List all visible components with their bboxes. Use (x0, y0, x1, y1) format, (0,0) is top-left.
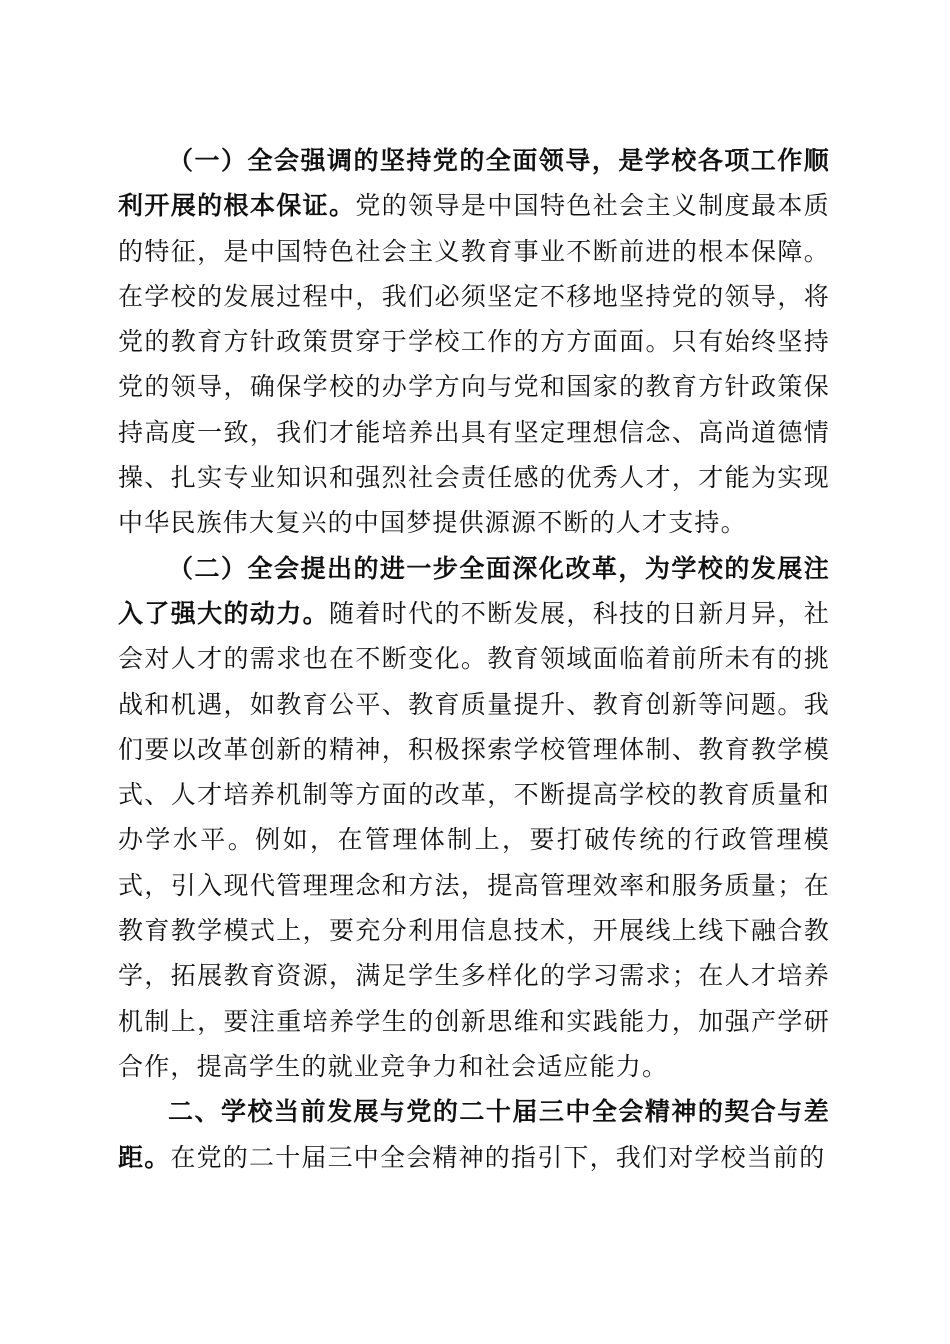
paragraph-2 (118, 546, 830, 1090)
paragraph-1-body: 党的领导是中国特色社会主义制度最本质的特征，是中国特色社会主义教育事业不断前进的根本保障。在学校的发展过程中，我们必须坚定不移地坚持党的领导，将党的教育方针政策贯穿于学校工作的方方面面。只有始终坚持党的领导，确保学校的办学方向与党和国家的教育方针政策保持高度一致，我们才能培养出具有坚定理想信念、高尚道德情操、扎实专业知识和强烈社会责任感的优秀人才，才能为实现中华民族伟大复兴的中国梦提供源源不断的人才支持。 (118, 191, 830, 538)
section-heading: 二、学校当前发展与党的二十届三中全会精神的契合与差距。 (118, 1097, 830, 1172)
paragraph-2-body: 随着时代的不断发展，科技的日新月异，社会对人才的需求也在不断变化。教育领域面临着前所未有的挑战和机遇，如教育公平、教育质量提升、教育创新等问题。我们要以改革创新的精神，积极探索学校管理体制、教育教学模式、人才培养机制等方面的改革，不断提高学校的教育质量和办学水平。例如，在管理体制上，要打破传统的行政管理模式，引入现代管理理念和方法，提高管理效率和服务质量；在教育教学模式上，要充分利用信息技术，开展线上线下融合教学，拓展教育资源，满足学生多样化的学习需求；在人才培养机制上，要注重培养学生的创新思维和实践能力，加强产学研合作，提高学生的就业竞争力和社会适应能力。 (118, 598, 830, 1081)
section-heading-paragraph (118, 1089, 830, 1180)
section-heading-body: 在党的二十届三中全会精神的指引下，我们对学校当前的 (170, 1142, 826, 1172)
document-body (118, 138, 830, 1180)
paragraph-1-lead: （一）全会强调的坚持党的全面领导，是学校各项工作顺利开展的根本保证。 (118, 146, 830, 221)
paragraph-1 (118, 138, 830, 546)
paragraph-2-lead: （二）全会提出的进一步全面深化改革，为学校的发展注入了强大的动力。 (118, 553, 830, 628)
